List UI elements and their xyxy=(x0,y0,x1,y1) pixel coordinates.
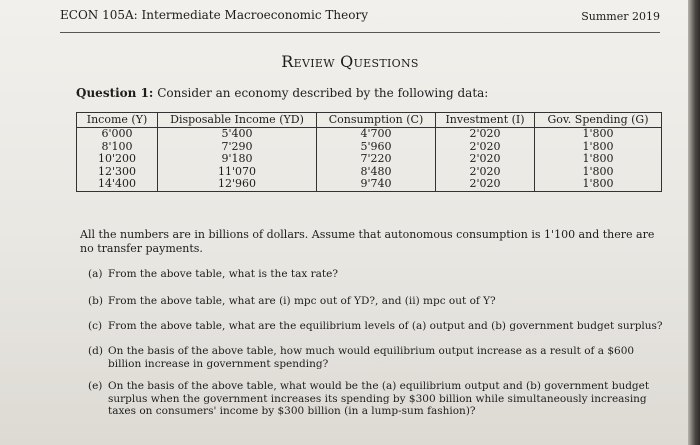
item-label: (e) xyxy=(88,380,103,392)
table-cell: 4'700 xyxy=(317,128,436,141)
table-cell: 1'800 xyxy=(535,153,662,166)
table-cell: 10'200 xyxy=(77,153,158,166)
item-text-line2: surplus when the government increases its spending by $300 billion while simultaneously increasing xyxy=(108,392,647,405)
table-cell: 14'400 xyxy=(77,178,158,191)
question-item-c xyxy=(88,320,663,333)
table-cell: 8'480 xyxy=(317,166,436,179)
table-cell: 9'180 xyxy=(158,153,317,166)
item-text: From the above table, what are the equilibrium levels of (a) output and (b) government budget surplus? xyxy=(108,320,663,332)
question-item-b xyxy=(88,295,496,308)
background-edge xyxy=(688,0,700,445)
page-header xyxy=(60,8,660,32)
header-disposable-income: Disposable Income (YD) xyxy=(158,113,317,128)
table-cell: 11'070 xyxy=(158,166,317,179)
item-text-line2: billion increase in government spending? xyxy=(108,357,329,370)
header-investment: Investment (I) xyxy=(436,113,535,128)
table-cell: 5'960 xyxy=(317,141,436,154)
table-cell: 12'960 xyxy=(158,178,317,191)
table-cell: 2'020 xyxy=(436,178,535,191)
table-cell: 1'800 xyxy=(535,128,662,141)
table-cell: 2'020 xyxy=(436,166,535,179)
header-income: Income (Y) xyxy=(77,113,158,128)
course-title: ECON 105A: Intermediate Macroeconomic Theory xyxy=(60,8,368,22)
item-label: (b) xyxy=(88,295,103,307)
table-cell: 2'020 xyxy=(436,128,535,141)
item-label: (a) xyxy=(88,268,103,280)
question-label: Question 1: xyxy=(76,86,154,100)
header-gov-spending: Gov. Spending (G) xyxy=(535,113,662,128)
item-text: On the basis of the above table, what would be the (a) equilibrium output and (b) government budget xyxy=(108,380,650,392)
item-text: From the above table, what are (i) mpc out of YD?, and (ii) mpc out of Y? xyxy=(108,295,496,307)
table-cell: 1'800 xyxy=(535,141,662,154)
table-cell: 1'800 xyxy=(535,178,662,191)
term-label: Summer 2019 xyxy=(581,10,660,23)
table-header-row xyxy=(77,113,662,128)
question-item-a xyxy=(88,268,338,281)
item-label: (d) xyxy=(88,345,103,357)
table-cell: 1'800 xyxy=(535,166,662,179)
table-row xyxy=(77,153,662,166)
table-cell: 8'100 xyxy=(77,141,158,154)
page-title: Review Questions xyxy=(281,52,419,71)
question-text: Consider an economy described by the following data: xyxy=(157,86,489,100)
header-rule xyxy=(60,32,660,33)
data-table xyxy=(76,112,662,192)
table-cell: 2'020 xyxy=(436,153,535,166)
table-cell: 6'000 xyxy=(77,128,158,141)
table-cell: 9'740 xyxy=(317,178,436,191)
item-label: (c) xyxy=(88,320,103,332)
table-cell: 2'020 xyxy=(436,141,535,154)
table-cell: 7'220 xyxy=(317,153,436,166)
item-text-line3: taxes on consumers' income by $300 billion (in a lump-sum fashion)? xyxy=(108,405,476,417)
table-cell: 7'290 xyxy=(158,141,317,154)
assumption-note: All the numbers are in billions of dollars. Assume that autonomous consumption is 1'100 and there are no transfer payments. xyxy=(80,228,655,255)
item-text: From the above table, what is the tax rate? xyxy=(108,268,338,280)
question-heading xyxy=(76,86,488,100)
table-cell: 5'400 xyxy=(158,128,317,141)
table-row xyxy=(77,128,662,141)
question-item-e xyxy=(88,380,649,418)
table-row xyxy=(77,178,662,191)
table-cell: 12'300 xyxy=(77,166,158,179)
item-text: On the basis of the above table, how much would equilibrium output increase as a result of a $600 xyxy=(108,345,635,357)
header-consumption: Consumption (C) xyxy=(317,113,436,128)
question-item-d xyxy=(88,345,634,370)
